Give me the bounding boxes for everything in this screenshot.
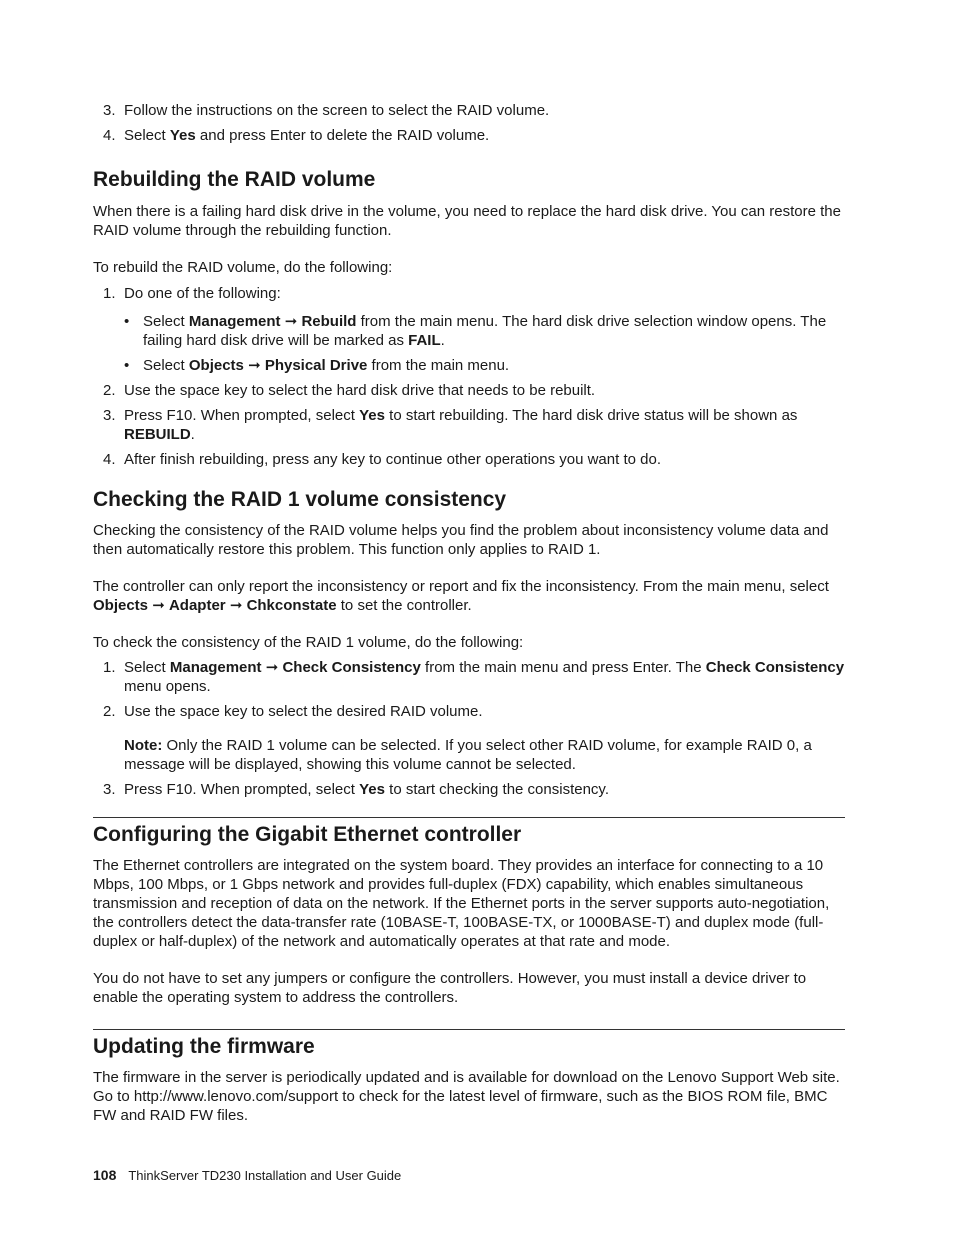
paragraph: The firmware in the server is periodically updated and is available for download on the Lenovo Support Web site. Go to http://www.lenovo.com/support to check for the latest level of firmware, such as the BIOS ROM file, BMC FW and RAID FW files.	[93, 1069, 840, 1124]
delete-steps-list	[93, 101, 845, 145]
section-divider	[93, 817, 845, 818]
section-heading-consistency: Checking the RAID 1 volume consistency	[93, 488, 507, 511]
bullet-list	[93, 312, 845, 375]
list-item: 2. Use the space key to select the hard disk drive that needs to be rebuilt.	[103, 382, 596, 399]
list-item: 4. Select Yes and press Enter to delete the RAID volume.	[103, 127, 490, 144]
list-item: 4. After finish rebuilding, press any key to continue other operations you want to do.	[103, 451, 661, 468]
paragraph: The Ethernet controllers are integrated on the system board. They provides an interface for connecting to a 10 Mbps, 100 Mbps, or 1 Gbps network and provides full-duplex (FDX) capability, which enables simultaneous transmission and reception of data on the network. If the Ethernet ports in the server supports auto-negotiation, the controllers detect the data-transfer rate (10BASE-T, 100BASE-TX, or 1000BASE-T) and duplex mode (full-duplex or half-duplex) of the network and automatically operates at that rate and mode.	[93, 857, 830, 950]
page-number: 108	[93, 1167, 117, 1183]
paragraph: The controller can only report the inconsistency or report and fix the inconsistency. From the main menu, select Objects ➞ Adapter ➞ Chkconstate to set the controller.	[93, 578, 829, 614]
section-heading-firmware: Updating the firmware	[93, 1035, 315, 1058]
section-heading-rebuilding: Rebuilding the RAID volume	[93, 168, 376, 191]
document-page	[93, 101, 845, 1125]
section-divider	[93, 1029, 845, 1030]
section-heading-ethernet: Configuring the Gigabit Ethernet controller	[93, 823, 522, 846]
guide-title: ThinkServer TD230 Installation and User Guide	[128, 1168, 402, 1183]
rebuild-steps-list	[93, 284, 845, 469]
paragraph: To check the consistency of the RAID 1 volume, do the following:	[93, 634, 524, 651]
list-item: 2. Use the space key to select the desired RAID volume. Note: Only the RAID 1 volume can be selected. If you select other RAID volume, for example RAID 0, a message will be displayed, showing this volume cannot be selected.	[93, 702, 845, 774]
note: Note: Only the RAID 1 volume can be selected. If you select other RAID volume, for example RAID 0, a message will be displayed, showing this volume cannot be selected.	[124, 737, 812, 773]
list-item: 3. Follow the instructions on the screen to select the RAID volume.	[103, 102, 550, 119]
paragraph: You do not have to set any jumpers or configure the controllers. However, you must install a device driver to enable the operating system to address the controllers.	[93, 970, 807, 1006]
paragraph: Checking the consistency of the RAID volume helps you find the problem about inconsistency volume data and then automatically restore this problem. This function only applies to RAID 1.	[93, 522, 829, 558]
paragraph: When there is a failing hard disk drive in the volume, you need to replace the hard disk drive. You can restore the RAID volume through the rebuilding function.	[93, 203, 841, 239]
list-item: 3. Press F10. When prompted, select Yes to start rebuilding. The hard disk drive status will be shown as REBUILD.	[103, 407, 798, 443]
list-item: 3. Press F10. When prompted, select Yes to start checking the consistency.	[103, 781, 609, 798]
paragraph: To rebuild the RAID volume, do the following:	[93, 259, 393, 276]
bullet-item: • Select Management ➞ Rebuild from the main menu. The hard disk drive selection window opens. The failing hard disk drive will be marked as FAIL.	[124, 313, 827, 349]
page-footer	[93, 1167, 401, 1184]
bullet-item: • Select Objects ➞ Physical Drive from the main menu.	[124, 357, 510, 374]
consistency-steps-list	[93, 658, 845, 799]
list-item: 1. Do one of the following:	[103, 285, 281, 302]
list-item: 1. Select Management ➞ Check Consistency from the main menu and press Enter. The Check Consistency menu opens.	[103, 659, 845, 695]
